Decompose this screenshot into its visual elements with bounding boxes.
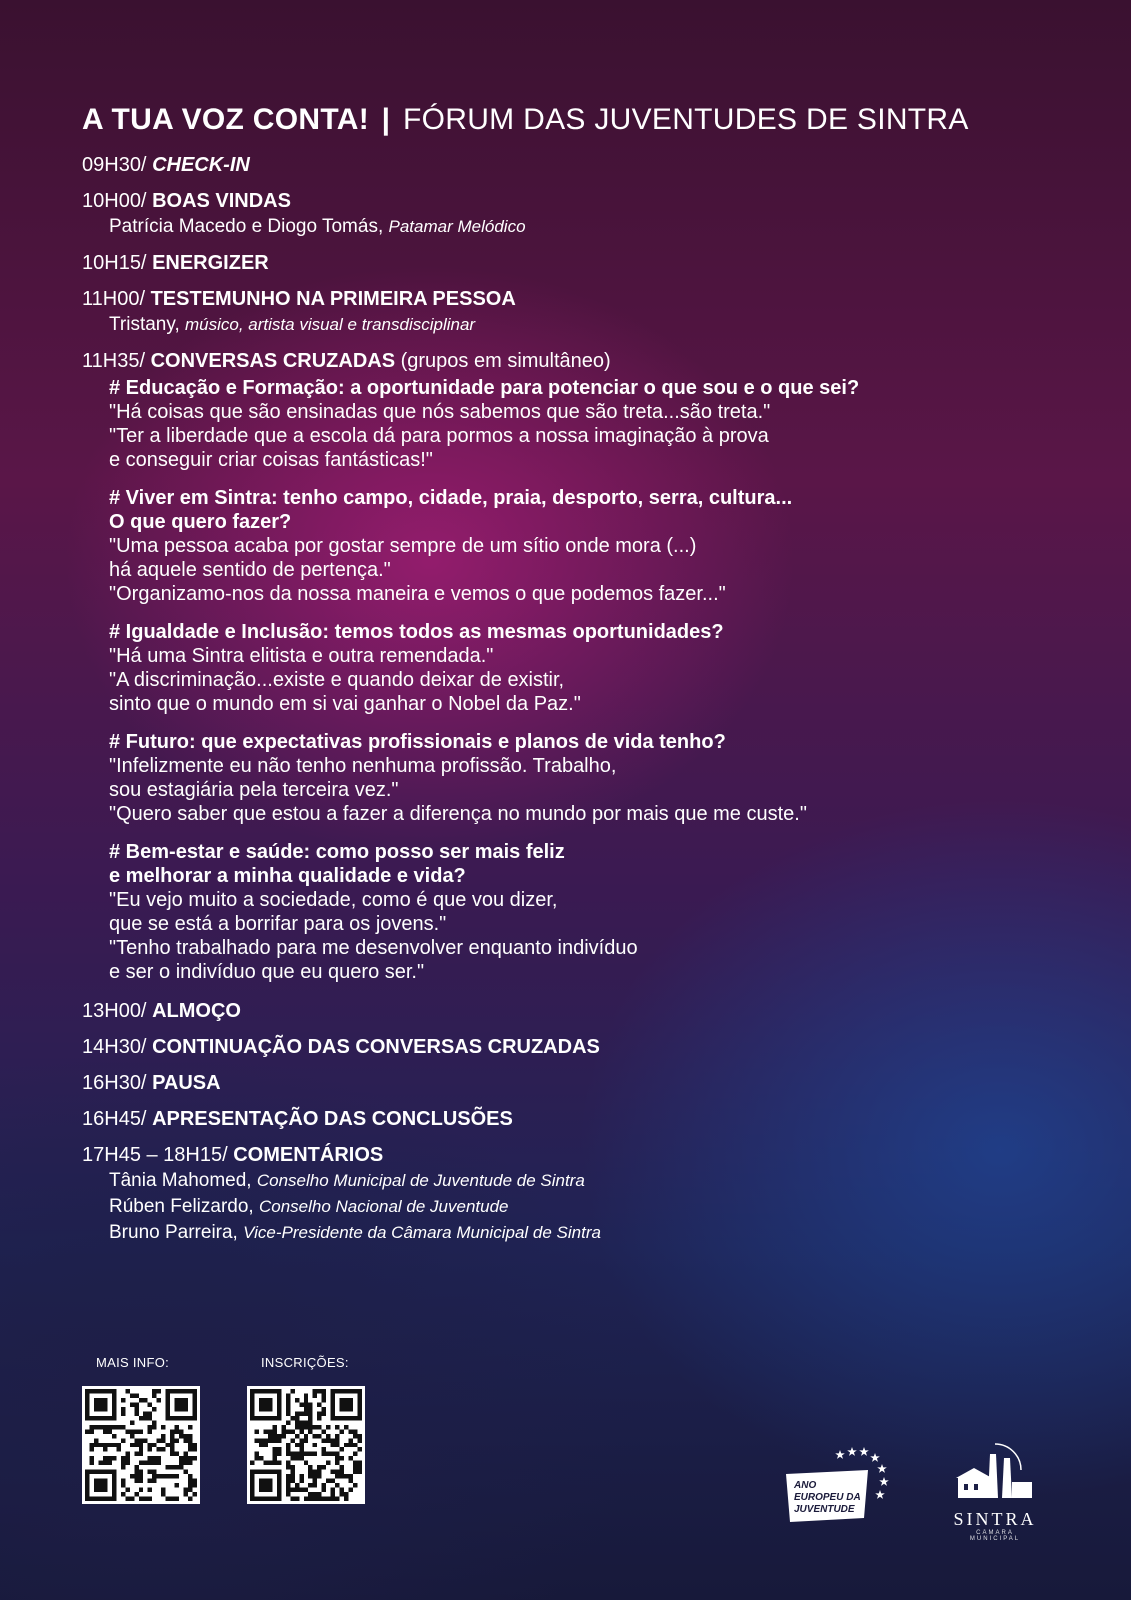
sintra-camara-logo [950, 1440, 1040, 1540]
topic-bem-estar [109, 840, 1082, 984]
topic-list [82, 376, 1082, 984]
topic-quote: "Organizamo-nos da nossa maneira e vemos o que podemos fazer..." [109, 583, 726, 605]
topic-heading: # Viver em Sintra: tenho campo, cidade, praia, desporto, serra, cultura... [109, 487, 793, 509]
topic-heading: # Igualdade e Inclusão: temos todos as mesmas oportunidades? [109, 621, 724, 643]
sintra-logo-text: SINTRA [953, 1509, 1037, 1529]
schedule-item-testemunho [82, 286, 1082, 338]
sintra-logo-subtext: CÂMARA MUNICIPAL [969, 1530, 1021, 1542]
program-page [82, 100, 1082, 1256]
topic-quote: "Ter a liberdade que a escola dá para pormos a nossa imaginação à prova [109, 425, 769, 447]
title-separator: | [381, 103, 391, 136]
speaker-role: Conselho Municipal de Juventude de Sintra [256, 1171, 585, 1190]
schedule-item-conclusoes [82, 1106, 1082, 1132]
item-note: (grupos em simultâneo) [400, 350, 611, 372]
page-title [82, 100, 1082, 140]
item-time: 13H00/ [82, 1000, 147, 1022]
speaker-line [82, 312, 1082, 338]
svg-text:EUROPEU DA: EUROPEU DA [794, 1492, 861, 1503]
schedule-item-pausa [82, 1070, 1082, 1096]
schedule-item-checkin [82, 152, 1082, 178]
topic-quote: "Há uma Sintra elitista e outra remendada." [109, 645, 494, 667]
topic-quote: sou estagiária pela terceira vez." [109, 779, 399, 801]
schedule-item-almoco [82, 998, 1082, 1024]
topic-heading: # Educação e Formação: a oportunidade para potenciar o que sou e o que sei? [109, 377, 860, 399]
item-time: 11H00/ [82, 288, 146, 310]
topic-quote: "Quero saber que estou a fazer a diferença no mundo por mais que me custe." [109, 803, 807, 825]
speaker-line [82, 1220, 1082, 1246]
title-rest: FÓRUM DAS JUVENTUDES DE SINTRA [402, 103, 969, 136]
speaker-name: Tânia Mahomed, [109, 1170, 252, 1191]
topic-quote: sinto que o mundo em si vai ganhar o Nobel da Paz." [109, 693, 581, 715]
item-time: 10H15/ [82, 252, 147, 274]
ano-europeu-juventude-logo [780, 1440, 910, 1530]
topic-igualdade [109, 620, 1082, 716]
topic-educacao [109, 376, 1082, 472]
speaker-role: músico, artista visual e transdisciplinar [185, 315, 476, 334]
topic-quote: "Há coisas que são ensinadas que nós sabemos que são treta...são treta." [109, 401, 771, 423]
speaker-name: Tristany, [109, 314, 180, 335]
qr-code-icon [250, 1389, 362, 1501]
mais-info-qr-code[interactable] [82, 1386, 200, 1504]
item-time: 10H00/ [82, 190, 147, 212]
qr-code-icon [85, 1389, 197, 1501]
speaker-role: Conselho Nacional de Juventude [258, 1197, 509, 1216]
topic-quote: e conseguir criar coisas fantásticas!" [109, 449, 433, 471]
speaker-line [82, 214, 1082, 240]
topic-quote: há aquele sentido de pertença." [109, 559, 391, 581]
item-label: ENERGIZER [152, 252, 269, 274]
topic-quote: "Infelizmente eu não tenho nenhuma profissão. Trabalho, [109, 755, 617, 777]
item-time: 16H30/ [82, 1072, 147, 1094]
speaker-line [82, 1168, 1082, 1194]
topic-heading: # Bem-estar e saúde: como posso ser mais feliz [109, 841, 565, 863]
schedule-item-conversas [82, 348, 1082, 984]
topic-viver-em-sintra [109, 486, 1082, 606]
topic-heading: # Futuro: que expectativas profissionais e planos de vida tenho? [109, 731, 726, 753]
topic-quote: "Tenho trabalhado para me desenvolver enquanto indivíduo [109, 937, 638, 959]
topic-quote: "A discriminação...existe e quando deixar de existir, [109, 669, 565, 691]
inscricoes-label: INSCRIÇÕES: [261, 1355, 349, 1370]
item-label: CONTINUAÇÃO DAS CONVERSAS CRUZADAS [152, 1036, 600, 1058]
speaker-line [82, 1194, 1082, 1220]
topic-quote: "Eu vejo muito a sociedade, como é que vou dizer, [109, 889, 558, 911]
topic-quote: "Uma pessoa acaba por gostar sempre de um sítio onde mora (...) [109, 535, 697, 557]
mais-info-label: MAIS INFO: [96, 1355, 170, 1370]
topic-quote: e ser o indivíduo que eu quero ser." [109, 961, 425, 983]
item-time: 16H45/ [82, 1108, 147, 1130]
item-label: CHECK-IN [152, 154, 250, 176]
item-label: PAUSA [152, 1072, 221, 1094]
topic-quote: que se está a borrifar para os jovens." [109, 913, 447, 935]
speaker-role: Vice-Presidente da Câmara Municipal de Sintra [243, 1223, 601, 1242]
topic-futuro [109, 730, 1082, 826]
speaker-role: Patamar Melódico [388, 217, 526, 236]
speaker-name: Rúben Felizardo, [109, 1196, 254, 1217]
schedule-item-continuacao [82, 1034, 1082, 1060]
svg-text:JUVENTUDE: JUVENTUDE [794, 1504, 855, 1515]
item-label: ALMOÇO [152, 1000, 241, 1022]
item-label: APRESENTAÇÃO DAS CONCLUSÕES [152, 1108, 513, 1130]
schedule-item-energizer [82, 250, 1082, 276]
sintra-palace-icon [950, 1440, 1040, 1502]
svg-text:ANO: ANO [794, 1480, 817, 1491]
item-label: BOAS VINDAS [152, 190, 291, 212]
footer [0, 1355, 1131, 1600]
inscricoes-qr-code[interactable] [247, 1386, 365, 1504]
item-time: 11H35/ [82, 350, 146, 372]
item-label: CONVERSAS CRUZADAS [150, 350, 396, 372]
inscricoes-block [247, 1355, 387, 1504]
schedule-item-boas-vindas [82, 188, 1082, 240]
schedule-item-comentarios [82, 1142, 1082, 1246]
item-label: COMENTÁRIOS [233, 1144, 384, 1166]
mais-info-block [82, 1355, 222, 1504]
item-time: 09H30/ [82, 154, 147, 176]
item-time: 17H45 – 18H15/ [82, 1144, 228, 1166]
speaker-name: Bruno Parreira, [109, 1222, 238, 1243]
title-bold: A TUA VOZ CONTA! [82, 103, 369, 136]
speaker-name: Patrícia Macedo e Diogo Tomás, [109, 216, 384, 237]
topic-heading: O que quero fazer? [109, 511, 292, 533]
topic-heading: e melhorar a minha qualidade e vida? [109, 865, 466, 887]
item-label: TESTEMUNHO NA PRIMEIRA PESSOA [150, 288, 516, 310]
item-time: 14H30/ [82, 1036, 147, 1058]
